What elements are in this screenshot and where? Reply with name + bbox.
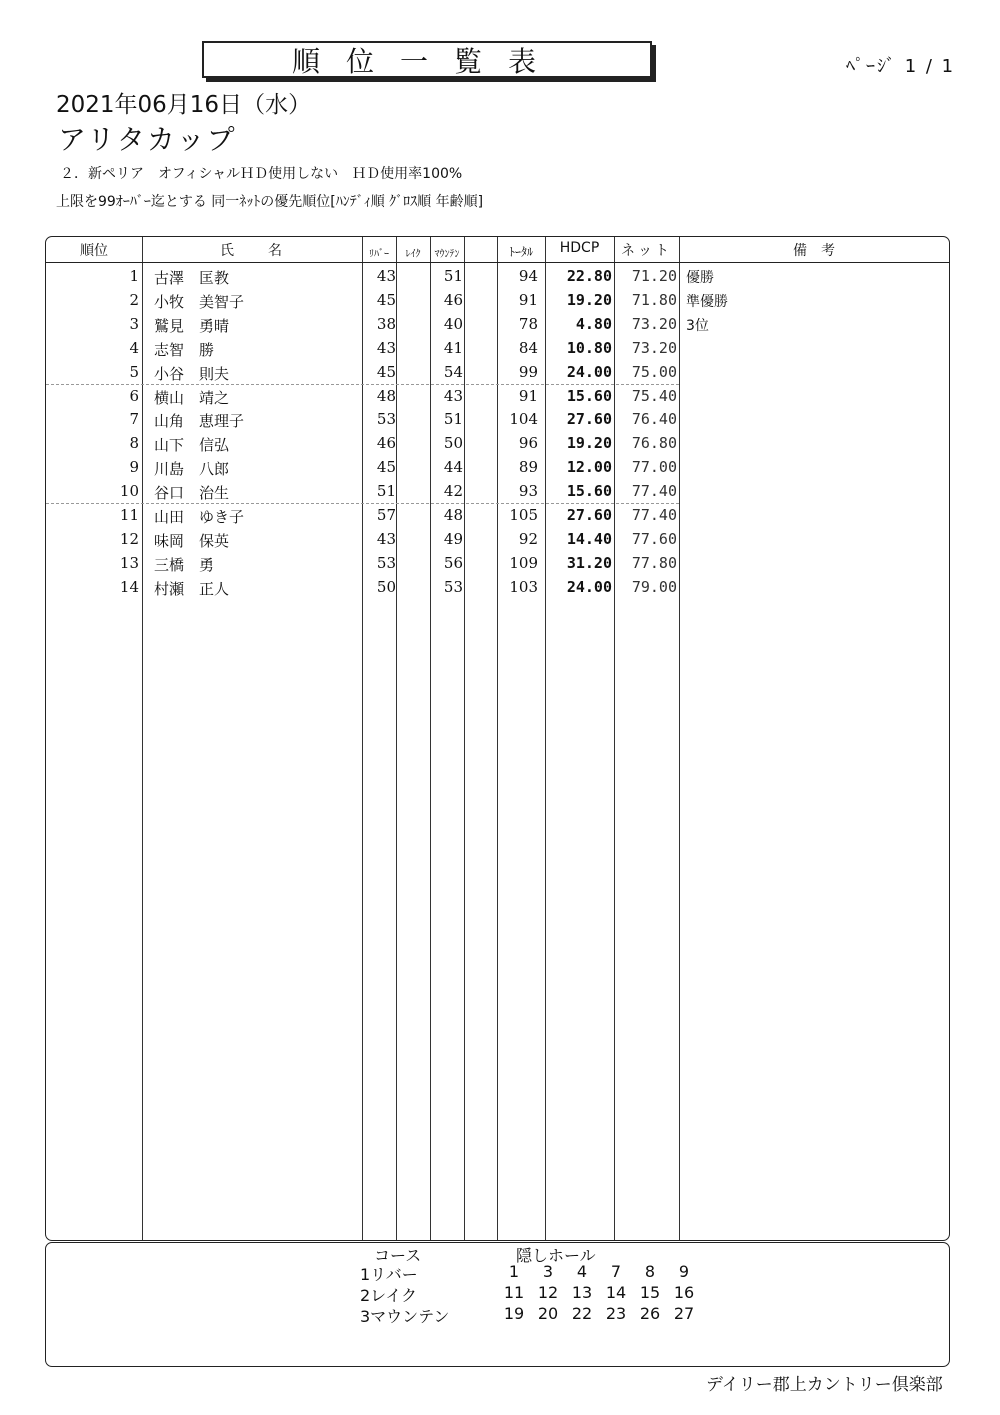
hdcp-cell: 24.00	[566, 362, 612, 381]
hdcp-cell: 22.80	[566, 267, 612, 285]
mountain-score-cell: 54	[443, 362, 463, 381]
name-cell: 谷口 治生	[154, 484, 230, 503]
total-score-cell: 99	[518, 362, 538, 381]
hidden-hole-number: 12	[537, 1283, 559, 1302]
hdcp-cell: 10.80	[566, 338, 612, 357]
mountain-score-cell: 43	[443, 386, 463, 405]
table-row	[46, 528, 949, 552]
total-score-cell: 103	[509, 577, 538, 596]
rank-cell: 7	[129, 410, 139, 429]
header-notes: 備 考	[793, 243, 835, 259]
mountain-score-cell: 40	[443, 314, 463, 333]
name-cell: 古澤 匡教	[154, 269, 230, 287]
net-score-cell: 79.00	[631, 577, 677, 596]
course-header: コース	[374, 1246, 422, 1265]
course-name: 2レイク	[360, 1286, 418, 1305]
rank-cell: 8	[129, 434, 139, 453]
mountain-score-cell: 51	[443, 267, 463, 285]
name-cell: 横山 靖之	[154, 388, 230, 407]
mountain-score-cell: 44	[443, 458, 463, 477]
river-score-cell: 43	[376, 529, 396, 548]
results-table	[45, 236, 950, 1241]
hidden-hole-number: 27	[673, 1304, 695, 1323]
table-row	[46, 408, 949, 432]
river-score-cell: 46	[376, 434, 396, 453]
net-score-cell: 71.20	[631, 267, 677, 285]
hidden-hole-number: 16	[673, 1283, 695, 1302]
hidden-hole-number: 14	[605, 1283, 627, 1302]
hidden-hole-number: 1	[508, 1262, 520, 1281]
table-row	[46, 504, 949, 528]
hidden-hole-number: 4	[576, 1262, 588, 1281]
table-row	[46, 289, 949, 313]
table-row	[46, 432, 949, 456]
total-score-cell: 94	[518, 267, 538, 285]
hidden-hole-number: 19	[503, 1304, 525, 1323]
hidden-hole-number: 3	[542, 1262, 554, 1281]
total-score-cell: 84	[518, 338, 538, 357]
net-score-cell: 77.60	[631, 529, 677, 548]
header-total: ﾄｰﾀﾙ	[508, 245, 533, 259]
course-name: 3マウンテン	[360, 1307, 450, 1326]
river-score-cell: 45	[376, 362, 396, 381]
note-cell: 優勝	[686, 270, 714, 286]
mountain-score-cell: 46	[443, 290, 463, 309]
club-name: デイリー郡上カントリー倶楽部	[706, 1375, 943, 1395]
net-score-cell: 73.20	[631, 338, 677, 357]
rank-cell: 2	[129, 290, 139, 309]
event-name: アリタカップ	[58, 123, 237, 156]
hdcp-cell: 15.60	[566, 482, 612, 501]
hidden-hole-number: 11	[503, 1283, 525, 1302]
hdcp-cell: 19.20	[566, 434, 612, 453]
hidden-hole-number: 20	[537, 1304, 559, 1323]
name-cell: 味岡 保英	[154, 531, 230, 550]
table-row	[46, 361, 949, 385]
tie-break-rules: 上限を99ｵｰﾊﾞｰ迄とする 同一ﾈｯﾄの優先順位[ﾊﾝﾃﾞｨ順 ｸﾞﾛｽ順 年齢順]	[56, 194, 484, 210]
note-cell: 準優勝	[686, 293, 728, 310]
river-score-cell: 51	[376, 482, 396, 501]
river-score-cell: 57	[376, 506, 396, 524]
net-score-cell: 75.40	[631, 386, 677, 405]
name-cell: 小牧 美智子	[154, 292, 245, 311]
hdcp-cell: 14.40	[566, 529, 612, 548]
total-score-cell: 109	[509, 553, 538, 572]
table-row	[46, 337, 949, 361]
hdcp-cell: 24.00	[566, 577, 612, 596]
rank-cell: 5	[129, 362, 139, 381]
rank-cell: 3	[129, 314, 139, 333]
total-score-cell: 104	[509, 410, 538, 429]
total-score-cell: 93	[518, 482, 538, 501]
net-score-cell: 77.80	[631, 553, 677, 572]
mountain-score-cell: 50	[443, 434, 463, 453]
total-score-cell: 92	[518, 529, 538, 548]
table-row	[46, 265, 949, 289]
total-score-cell: 91	[518, 290, 538, 309]
hdcp-cell: 19.20	[566, 290, 612, 309]
hdcp-cell: 27.60	[566, 410, 612, 429]
mountain-score-cell: 48	[443, 506, 463, 524]
hidden-holes-panel	[45, 1242, 950, 1367]
mountain-score-cell: 42	[443, 482, 463, 501]
mountain-score-cell: 53	[443, 577, 463, 596]
mountain-score-cell: 49	[443, 529, 463, 548]
document-title: 順位一覧表	[202, 41, 652, 78]
hidden-hole-number: 7	[610, 1262, 622, 1281]
hdcp-cell: 31.20	[566, 553, 612, 572]
table-row	[46, 313, 949, 337]
river-score-cell: 50	[376, 577, 396, 596]
net-score-cell: 76.40	[631, 410, 677, 429]
scoring-rules: ２．新ペリア オフィシャルＨＤ使用しない ＨＤ使用率100%	[60, 166, 463, 182]
hidden-hole-number: 26	[639, 1304, 661, 1323]
name-cell: 小谷 則夫	[154, 364, 230, 383]
course-name: 1リバー	[360, 1265, 418, 1284]
total-score-cell: 78	[518, 314, 538, 333]
hdcp-cell: 12.00	[566, 458, 612, 477]
mountain-score-cell: 56	[443, 553, 463, 572]
name-cell: 山角 恵理子	[154, 412, 245, 431]
header-rank: 順位	[80, 243, 108, 259]
river-score-cell: 48	[376, 386, 396, 405]
hidden-holes-header: 隠しホール	[516, 1246, 596, 1265]
river-score-cell: 53	[376, 553, 396, 572]
total-score-cell: 96	[518, 434, 538, 453]
header-rule	[46, 262, 949, 263]
rank-cell: 4	[129, 338, 139, 357]
river-score-cell: 45	[376, 290, 396, 309]
hidden-hole-number: 8	[644, 1262, 656, 1281]
river-score-cell: 43	[376, 338, 396, 357]
header-lake: ﾚｲｸ	[405, 249, 421, 260]
river-score-cell: 53	[376, 410, 396, 429]
net-score-cell: 76.80	[631, 434, 677, 453]
rank-cell: 1	[129, 267, 139, 285]
net-score-cell: 73.20	[631, 314, 677, 333]
header-name: 氏 名	[220, 243, 284, 259]
hidden-hole-number: 13	[571, 1283, 593, 1302]
header-river: ﾘﾊﾞｰ	[369, 249, 389, 260]
total-score-cell: 89	[518, 458, 538, 477]
name-cell: 鷲見 勇晴	[154, 316, 230, 335]
net-score-cell: 77.00	[631, 458, 677, 477]
hdcp-cell: 4.80	[575, 314, 612, 333]
rank-cell: 6	[129, 386, 139, 405]
mountain-score-cell: 41	[443, 338, 463, 357]
name-cell: 村瀬 正人	[154, 579, 230, 598]
table-row	[46, 385, 949, 409]
rank-cell: 12	[119, 529, 139, 548]
name-cell: 山下 信弘	[154, 436, 230, 455]
rank-cell: 10	[119, 482, 139, 501]
rank-cell: 13	[119, 553, 139, 572]
table-row	[46, 480, 949, 504]
event-date: 2021年06月16日（水）	[56, 92, 312, 118]
note-cell: 3位	[686, 317, 709, 334]
net-score-cell: 77.40	[631, 506, 677, 524]
header-mountain: ﾏｳﾝﾃﾝ	[434, 249, 460, 260]
table-row	[46, 552, 949, 576]
name-cell: 三橋 勇	[154, 555, 215, 574]
name-cell: 川島 八郎	[154, 460, 230, 479]
mountain-score-cell: 51	[443, 410, 463, 429]
hdcp-cell: 15.60	[566, 386, 612, 405]
river-score-cell: 38	[376, 314, 396, 333]
name-cell: 山田 ゆき子	[154, 508, 245, 526]
table-row	[46, 456, 949, 480]
rank-cell: 11	[119, 506, 139, 524]
table-row	[46, 576, 949, 600]
net-score-cell: 75.00	[631, 362, 677, 381]
header-hdcp: HDCP	[559, 240, 600, 256]
name-cell: 志智 勝	[154, 340, 215, 359]
page-indicator: ﾍﾟｰｼﾞ 1 / 1	[846, 56, 956, 77]
river-score-cell: 43	[376, 267, 396, 285]
net-score-cell: 77.40	[631, 482, 677, 501]
hidden-hole-number: 15	[639, 1283, 661, 1302]
hdcp-cell: 27.60	[566, 506, 612, 524]
hidden-hole-number: 23	[605, 1304, 627, 1323]
hidden-hole-number: 22	[571, 1304, 593, 1323]
total-score-cell: 105	[509, 506, 538, 524]
header-net: ネット	[621, 243, 672, 259]
total-score-cell: 91	[518, 386, 538, 405]
river-score-cell: 45	[376, 458, 396, 477]
hidden-hole-number: 9	[678, 1262, 690, 1281]
rank-cell: 9	[129, 458, 139, 477]
net-score-cell: 71.80	[631, 290, 677, 309]
rank-cell: 14	[119, 577, 139, 596]
